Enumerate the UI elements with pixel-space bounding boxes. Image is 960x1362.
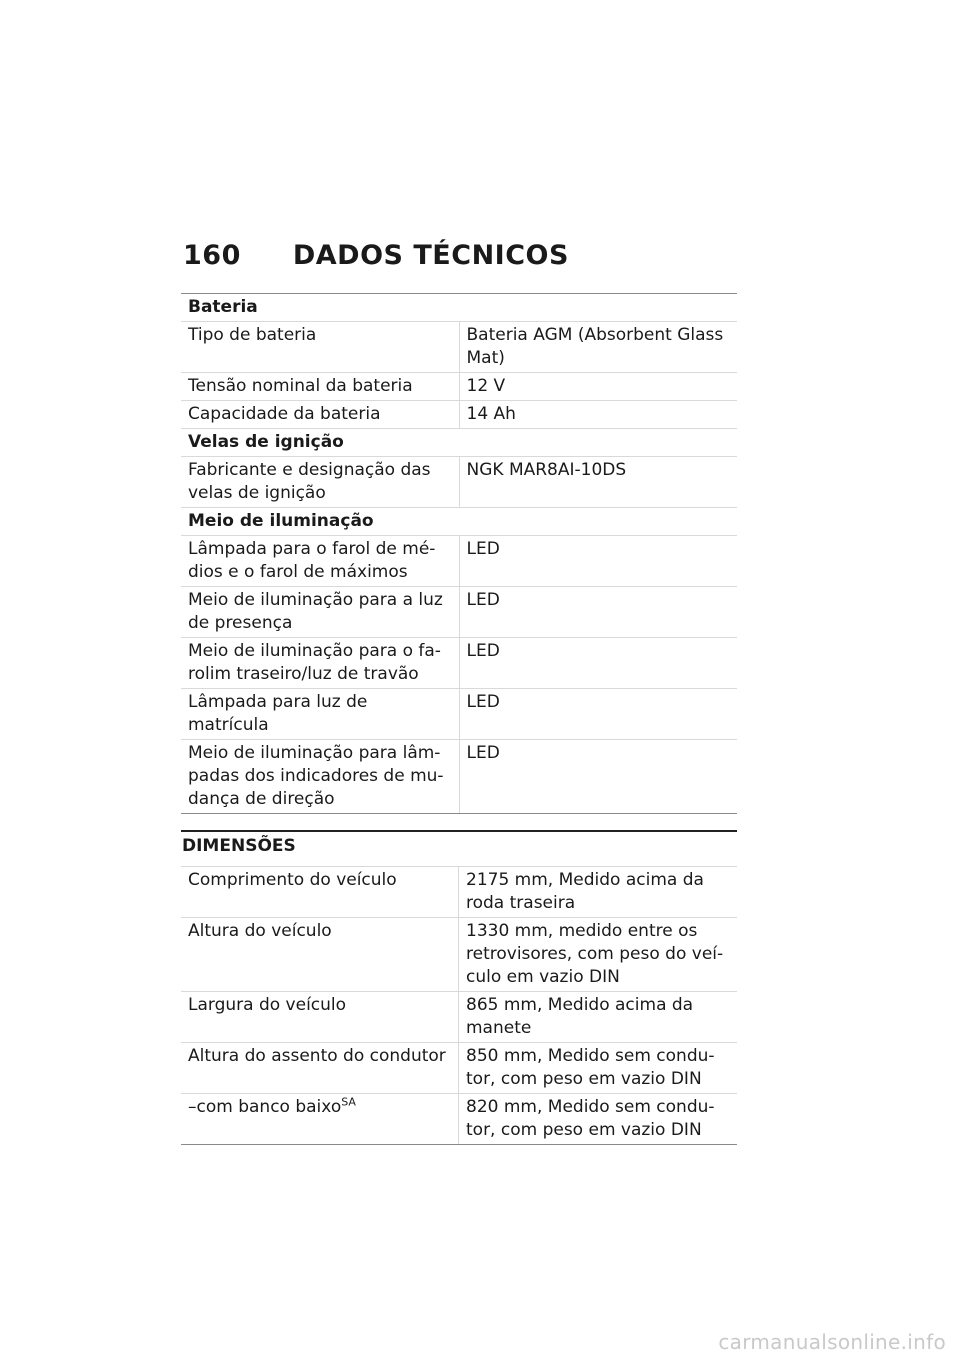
spec-key: Lâmpada para luz de matrícula bbox=[181, 689, 459, 740]
spec-value: Bateria AGM (Absorbent Glass Mat) bbox=[459, 322, 737, 373]
spec-value: 2175 mm, Medido acima da roda traseira bbox=[459, 867, 738, 918]
table-row bbox=[181, 638, 737, 689]
page-header bbox=[183, 240, 569, 271]
spec-key bbox=[181, 1094, 459, 1145]
spec-value: LED bbox=[459, 689, 737, 740]
spec-value: LED bbox=[459, 536, 737, 587]
table-row bbox=[181, 587, 737, 638]
spec-value: 12 V bbox=[459, 373, 737, 401]
table-row bbox=[181, 867, 737, 918]
spec-value: 820 mm, Medido sem condu-tor, com peso em vazio DIN bbox=[459, 1094, 738, 1145]
spec-key: Capacidade da bateria bbox=[181, 401, 459, 429]
spec-value: 14 Ah bbox=[459, 401, 737, 429]
spec-content bbox=[181, 293, 737, 1145]
section-row bbox=[181, 429, 737, 457]
spec-key: Lâmpada para o farol de mé-dios e o farol de máximos bbox=[181, 536, 459, 587]
spec-value: LED bbox=[459, 587, 737, 638]
section-label-bateria: Bateria bbox=[181, 294, 737, 322]
table-row bbox=[181, 689, 737, 740]
spec-key: Largura do veículo bbox=[181, 992, 459, 1043]
section-row bbox=[181, 508, 737, 536]
spec-value: NGK MAR8AI-10DS bbox=[459, 457, 737, 508]
table-row bbox=[181, 536, 737, 587]
watermark: carmanualsonline.info bbox=[718, 1330, 946, 1354]
table-row bbox=[181, 918, 737, 992]
table-row bbox=[181, 373, 737, 401]
spec-key: Altura do assento do condutor bbox=[181, 1043, 459, 1094]
page-number: 160 bbox=[183, 240, 241, 271]
spec-key: Altura do veículo bbox=[181, 918, 459, 992]
table-row bbox=[181, 1043, 737, 1094]
spec-table-electrical bbox=[181, 293, 737, 814]
sa-superscript: SA bbox=[341, 1095, 356, 1109]
table-row bbox=[181, 401, 737, 429]
spec-key: Tensão nominal da bateria bbox=[181, 373, 459, 401]
page-title: DADOS TÉCNICOS bbox=[292, 240, 569, 271]
spec-key: Tipo de bateria bbox=[181, 322, 459, 373]
spec-value: 1330 mm, medido entre os retrovisores, com peso do veí-culo em vazio DIN bbox=[459, 918, 738, 992]
spec-key: Meio de iluminação para a luz de presença bbox=[181, 587, 459, 638]
spec-key: Fabricante e designação das velas de ignição bbox=[181, 457, 459, 508]
table-row bbox=[181, 740, 737, 814]
section-label-iluminacao: Meio de iluminação bbox=[181, 508, 737, 536]
spec-key-text: –com banco baixo bbox=[188, 1097, 342, 1117]
table-row bbox=[181, 992, 737, 1043]
spec-value: 865 mm, Medido acima da manete bbox=[459, 992, 738, 1043]
table-row bbox=[181, 457, 737, 508]
spec-key: Meio de iluminação para lâm-padas dos indicadores de mu-dança de direção bbox=[181, 740, 459, 814]
table-row bbox=[181, 1094, 737, 1145]
section-heading-dimensoes: DIMENSÕES bbox=[181, 830, 737, 866]
section-label-velas: Velas de ignição bbox=[181, 429, 737, 457]
table-row bbox=[181, 322, 737, 373]
spec-table-dimensions bbox=[181, 866, 737, 1145]
section-row bbox=[181, 294, 737, 322]
spec-value: LED bbox=[459, 638, 737, 689]
spec-key: Comprimento do veículo bbox=[181, 867, 459, 918]
spec-key: Meio de iluminação para o fa-rolim traseiro/luz de travão bbox=[181, 638, 459, 689]
spec-value: 850 mm, Medido sem condu-tor, com peso em vazio DIN bbox=[459, 1043, 738, 1094]
spec-value: LED bbox=[459, 740, 737, 814]
